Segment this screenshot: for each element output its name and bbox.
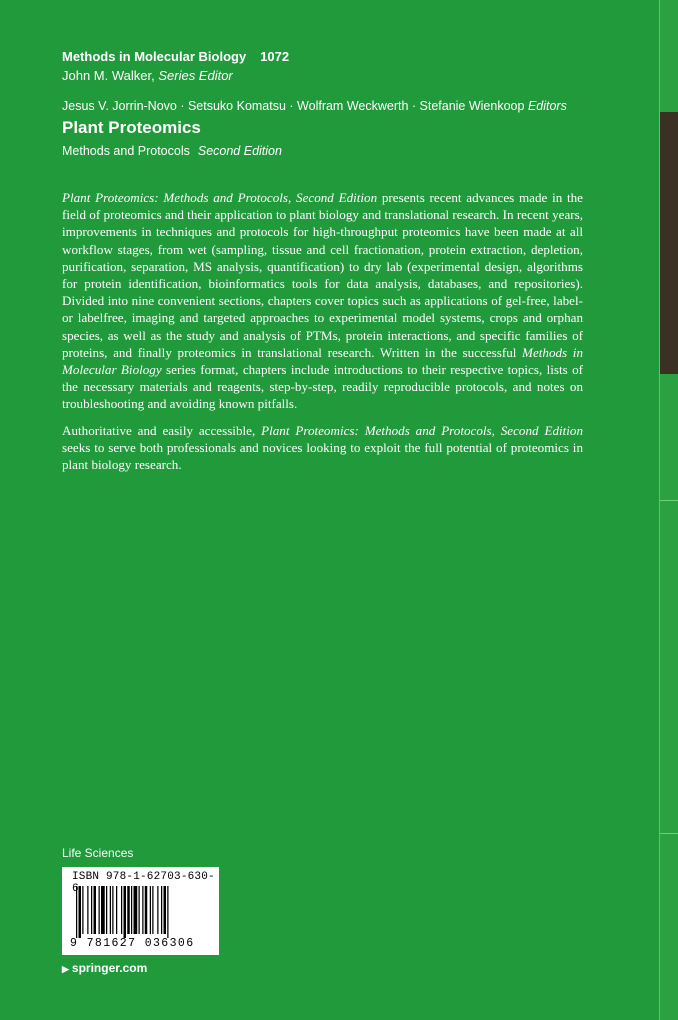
editors-names: Jesus V. Jorrin-Novo · Setsuko Komatsu · Wolfram Weckwerth · Stefanie Wienkoop	[62, 99, 525, 113]
series-editor	[62, 68, 233, 83]
book-description	[62, 189, 583, 482]
spine-divider-line	[660, 833, 678, 834]
description-text: series format, chapters include introductions to their respective topics, lists of the necessary materials and reagents, step-by-step, readily reproducible protocols, and notes on troubleshooting and avoiding known pitfalls.	[62, 362, 584, 412]
description-book-title: Plant Proteomics: Methods and Protocols, Second Edition	[62, 190, 378, 205]
series-number: 1072	[260, 49, 290, 64]
description-text: presents recent advances made in the field of proteomics and their application to plant biology and translational research. In recent years, improvements in techniques and protocols for high-throughput proteomics have been made at all workflow stages, from wet (sampling, tissue and cell fractionation, protein extraction, depletion, purification, separation, MS analysis, quantification) to dry lab (experimental design, algorithms for protein identification, bioinformatics tools for data analysis, databases, and repositories). Divided into nine convenient sections, chapters cover topics such as applications of gel-free, label- or labelfree, imaging and targeted approaches to experimental model systems, crops and orphan species, as well as the study and analysis of PTMs, protein interactions, and specific families of proteins, and finally proteomics in translational research. Written in the successful	[62, 190, 583, 360]
spine-color-block	[660, 112, 678, 374]
description-paragraph	[62, 189, 583, 413]
book-subtitle: Methods and Protocols	[62, 144, 190, 158]
series-editor-name: John M. Walker,	[62, 68, 155, 83]
website-url: springer.com	[71, 961, 148, 975]
editors-role: Editors	[527, 99, 567, 113]
series-name: Methods in Molecular Biology	[62, 49, 247, 64]
isbn-barcode	[62, 867, 219, 955]
series-editor-role: Series Editor	[158, 68, 233, 83]
series-title	[62, 49, 289, 64]
arrow-right-icon: ▶	[62, 964, 69, 974]
book-subtitle-line	[62, 144, 282, 158]
description-paragraph	[62, 422, 583, 474]
description-text: Authoritative and easily accessible,	[62, 422, 262, 438]
isbn-label: ISBN 978-1-62703-630-6	[72, 871, 215, 895]
description-series-name: Methods in Molecular Biology	[62, 344, 583, 378]
publisher-website	[62, 961, 147, 975]
description-text: seeks to serve both professionals and novices looking to exploit the full potential of proteomics in plant biology research.	[62, 439, 583, 473]
book-edition: Second Edition	[197, 144, 282, 158]
spine-divider-line	[660, 500, 678, 501]
subject-category: Life Sciences	[62, 846, 134, 860]
description-book-title: Plant Proteomics: Methods and Protocols, Second Edition	[261, 422, 583, 438]
barcode-digits: 9 781627 036306	[70, 937, 195, 950]
book-title: Plant Proteomics	[62, 118, 201, 137]
book-editors	[62, 99, 567, 113]
